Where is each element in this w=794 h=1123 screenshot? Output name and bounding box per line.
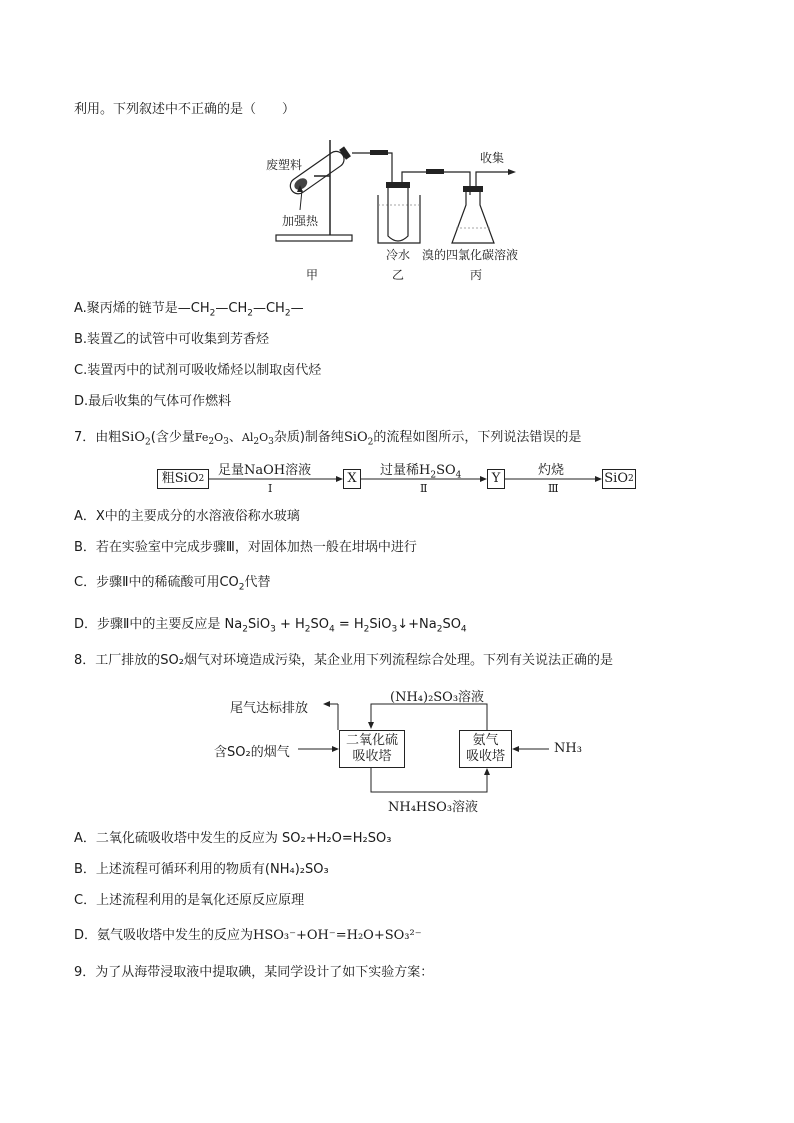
label-collect: 收集 [480,151,505,165]
q6-option-d: D.最后收集的气体可作燃料 [74,394,232,409]
ammonia-absorption-tower: 氨气 吸收塔 [459,730,512,768]
label-yi: 乙 [392,268,405,282]
q7-option-b: B．若在实验室中完成步骤Ⅲ，对固体加热一般在坩埚中进行 [74,540,417,555]
q6-option-c: C.装置丙中的试剂可吸收烯烃以制取卤代烃 [74,363,322,378]
q8-option-c: C．上述流程利用的是氧化还原反应原理 [74,893,305,908]
flow-arrow2-top: 过量稀$H_2SO_4$ [380,463,462,481]
q6-option-a: A.聚丙烯的链节是$—CH_2—CH_2—CH_2—$ [74,301,304,319]
q8-option-d: D．氨气吸收塔中发生的反应为HSO₃⁻+OH⁻=H₂O+SO₃²⁻ [74,928,422,943]
q9-stem: 9．为了从海带浸取液中提取碘，某同学设计了如下实验方案： [74,965,434,980]
label-bing: 丙 [470,268,483,282]
q7-option-d: D．步骤Ⅱ中的主要反应是 $Na_2SiO_3 + H_2SO_4$ = $H_2SiO_3↓+Na_2SO_4$ [74,617,467,635]
so2-absorption-tower: 二氧化硫 吸收塔 [339,730,405,768]
q8-option-b: B．上述流程可循环利用的物质有(NH₄)₂SO₃ [74,862,329,877]
q8-option-a: A．二氧化硫吸收塔中发生的反应为 SO₂+H₂O=H₂SO₃ [74,831,392,846]
label-jia: 甲 [306,268,319,282]
flow-bottom-label: NH₄HSO₃溶液 [388,800,479,815]
label-bromine-solution: 溴的四氯化碳溶液 [422,248,519,262]
q7-stem: 7．由粗SiO$_2$(含少量$Fe_2O_3$、$Al_2O_3$杂质)制备纯SiO$_2$的流程如图所示，下列说法错误的是 [74,430,582,448]
flow-box-y: Y [487,469,505,489]
flow-exhaust-label: 尾气达标排放 [230,701,309,716]
q6-stem: 利用。下列叙述中不正确的是（ ） [74,102,296,117]
flow-arrow2-bottom: Ⅱ [420,482,428,495]
label-strong-heat: 加强热 [282,214,319,228]
flow-top-label: (NH₄)₂SO₃溶液 [390,690,485,705]
flow-box-crude-sio2: 粗SiO 2 [157,469,209,489]
flow-arrow3-top: 灼烧 [538,463,565,478]
flow-nh3: NH₃ [554,741,582,756]
label-cold-water: 冷水 [386,248,411,262]
label-waste-plastic: 废塑料 [266,158,303,172]
flow-input-gas: 含SO₂的烟气 [214,745,290,760]
flow-box-pure-sio2: SiO 2 [602,469,636,489]
flow-arrow1-bottom: Ⅰ [268,482,273,495]
q6-option-b: B.装置乙的试管中可收集到芳香烃 [74,332,270,347]
q7-option-c: C．步骤Ⅱ中的稀硫酸可用$CO_2$代替 [74,575,271,593]
flow-arrow3-bottom: Ⅲ [548,482,559,495]
q7-option-a: A．X中的主要成分的水溶液俗称水玻璃 [74,509,300,524]
flow-box-x: X [343,469,361,489]
flow-arrow1-top: 足量NaOH溶液 [218,463,312,478]
q8-stem: 8．工厂排放的SO₂烟气对环境造成污染，某企业用下列流程综合处理。下列有关说法正确的是 [74,653,613,668]
